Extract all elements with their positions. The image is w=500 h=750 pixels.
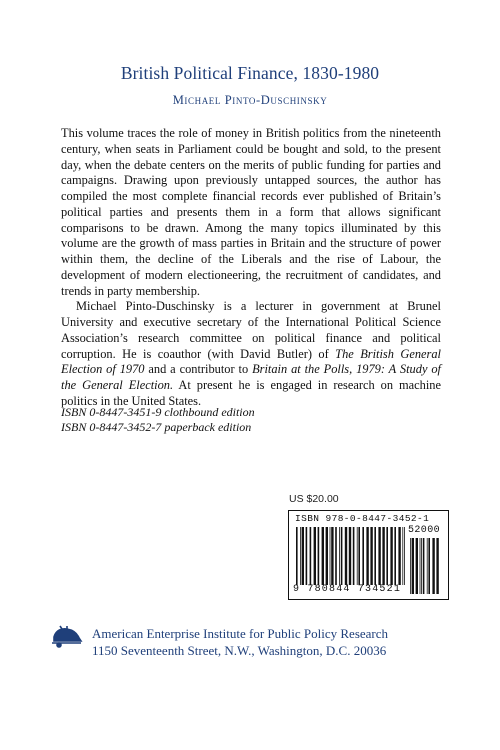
isbn-paperback: ISBN 0-8447-3452-7 paperback edition [61, 419, 252, 434]
isbn-clothbound: ISBN 0-8447-3451-9 clothbound edition [61, 405, 255, 419]
barcode-bar [390, 527, 392, 585]
barcode-isbn-line: ISBN 978-0-8447-3452-1 [295, 513, 430, 524]
bio-book-title-2: Britain at the Polls, 1979: A Study of the General Election. [61, 362, 441, 392]
barcode-bar [421, 538, 422, 594]
barcode-bar [330, 527, 331, 585]
barcode-bar [386, 527, 388, 585]
barcode-bar [310, 527, 312, 585]
barcode-bar [296, 527, 298, 585]
barcode-bar [331, 527, 333, 585]
barcode-bar [345, 527, 347, 585]
barcode-bar [339, 527, 340, 585]
barcode-addon-code: 52000 [408, 525, 441, 536]
barcode-bar [416, 538, 418, 594]
barcode-bar [378, 527, 380, 585]
publisher-address: 1150 Seventeenth Street, N.W., Washington, D.C. 20036 [92, 643, 387, 658]
barcode-bar [341, 527, 343, 585]
barcode-addon-bars [410, 538, 442, 594]
barcode-bar [349, 527, 351, 585]
publisher-block [50, 624, 470, 664]
barcode-bar [436, 538, 438, 594]
barcode-bar [353, 527, 355, 585]
barcode-bar [322, 527, 324, 585]
description-paragraph: This volume traces the role of money in British politics from the nineteenth century, when seats in Parliament could be bought and sold, to the present day, when the debate centers on the merits of public funding for parties and campaigns. Drawing upon previously untapped sources, the author has compiled the most complete financial records ever published of Britain’s political parties and presents them in a form that allows significant comparisons to be drawn. Among the many topics illuminated by this volume are the growth of mass parties in Britain and the structure of power within them, the decline of the Liberals and the rise of Labour, the development of modern electioneering, the recruitment of candidates, and trends in party membership. [61, 126, 441, 298]
barcode-bar [302, 527, 304, 585]
barcode-bar [366, 527, 368, 585]
barcode-bar [410, 538, 411, 594]
barcode-bar [412, 538, 414, 594]
price-label: US $20.00 [289, 493, 339, 505]
bio-text-2: and a contributor to [144, 362, 253, 377]
bio-text-3: At present he is engaged in research on machine politics in the United States. [61, 378, 441, 408]
barcode-bar [382, 527, 384, 585]
publisher-name: American Enterprise Institute for Public Policy Research [92, 626, 389, 641]
barcode-bar [394, 527, 396, 585]
barcode-bar [358, 527, 360, 585]
barcode-bar [428, 538, 430, 594]
bio-book-title-1: The British General Election of 1970 [61, 346, 441, 377]
barcode-bar [335, 527, 337, 585]
barcode-bar [314, 527, 316, 585]
barcode-bar [300, 527, 301, 585]
barcode-bar [427, 538, 428, 594]
barcode-main-bars [296, 527, 406, 585]
barcode-bar [402, 527, 403, 585]
author-bio [61, 299, 441, 409]
barcode-bar [374, 527, 376, 585]
barcode-bar [357, 527, 358, 585]
barcode-bar [420, 538, 421, 594]
barcode-bar [326, 527, 328, 585]
barcode-bar [306, 527, 308, 585]
book-author: Michael Pinto-Duschinsky [172, 93, 328, 107]
barcode-bar [423, 538, 425, 594]
liberty-bell-icon [50, 624, 84, 650]
barcode-bar [398, 527, 400, 585]
barcode-bar [404, 527, 405, 585]
barcode-bar [362, 527, 364, 585]
book-title: British Political Finance, 1830-1980 [120, 63, 380, 83]
isbn-list [61, 405, 441, 434]
barcode-bar [318, 527, 320, 585]
barcode-bar [432, 538, 434, 594]
bio-text-1: Michael Pinto-Duschinsky is a lecturer in government at Brunel University and executive secretary of the International Political Science Association’s research committee on political finance and political corruption. He is coauthor (with David Butler) of [61, 299, 441, 361]
barcode [288, 510, 449, 600]
book-description [61, 126, 441, 410]
barcode-digits: 9 780844 734521 [293, 584, 402, 595]
barcode-bar [370, 527, 372, 585]
